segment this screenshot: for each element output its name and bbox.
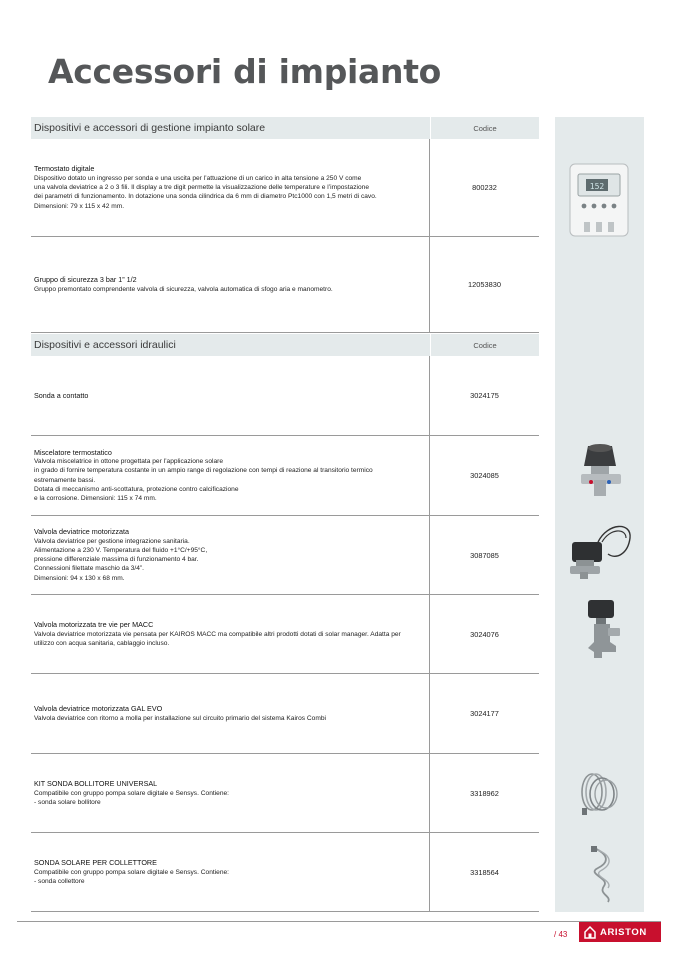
product-name: KIT SONDA BOLLITORE UNIVERSAL <box>34 779 158 788</box>
product-description: Valvola deviatrice per gestione integrazione sanitaria. Alimentazione a 230 V. Temperatura del fluido +1°C/+95°C, pressione differenziale massima di funzionamento 4 bar. Connessioni filettate maschio da 3/4”. Dimensioni: 94 x 130 x 68 mm. <box>34 537 208 582</box>
product-name: Valvola motorizzata tre vie per MACC <box>34 620 154 629</box>
product-description: Valvola deviatrice con ritorno a molla per installazione sul circuito primario del sistema Kairos Combi <box>34 714 326 722</box>
table-row <box>31 436 539 516</box>
product-description: Compatibile con gruppo pompa solare digitale e Sensys. Contiene: - sonda collettore <box>34 868 229 885</box>
product-name: Termostato digitale <box>34 164 95 174</box>
collector-probe-cable-image <box>584 846 618 904</box>
product-description: Valvola miscelatrice in ottone progettata per l’applicazione solare in grado di fornire temperatura costante in un ampio range di regolazione con tempi di reazione al transitorio termico estremamente bassi. Dotata di meccanismo anti-scottatura, protezione contro calcificazione e la corrosione. Dimensioni: 115 x 74 mm. <box>34 458 373 503</box>
house-icon <box>584 926 596 939</box>
page-number: / 43 <box>554 930 568 939</box>
product-name: Miscelatore termostatico <box>34 447 112 457</box>
brand-logo <box>579 922 661 942</box>
product-code: 3024085 <box>470 471 499 480</box>
code-column-header: Codice <box>430 334 539 356</box>
product-code: 3024177 <box>470 709 499 718</box>
digital-thermostat-image <box>566 160 632 240</box>
motorized-diverter-valve-image <box>568 520 634 580</box>
page-title: Accessori di impianto <box>48 52 442 91</box>
table-row <box>31 674 539 754</box>
svg-text:152: 152 <box>589 182 605 191</box>
product-name: Gruppo di sicurezza 3 bar 1” 1/2 <box>34 275 137 285</box>
product-description: Dispositivo dotato un ingresso per sonda e una uscita per l’attuazione di un carico in alta tensione a 250 V come una valvola deviatrice a 2 o 3 fili. Il display a tre digit permette la visualizzazione delle temperature e l’impostazione dei parametri di funzionamento. In dotazione una sonda cilindrica da 6 mm di diametro Ptc1000 con 1,5 metri di cavo. Dimensioni: 79 x 115 x 42 mm. <box>34 174 377 210</box>
section-header-solar <box>31 117 539 139</box>
product-name: SONDA SOLARE PER COLLETTORE <box>34 858 157 867</box>
probe-cable-coil-image <box>576 768 622 816</box>
section-title: Dispositivi e accessori di gestione impianto solare <box>34 122 266 134</box>
table-row <box>31 754 539 833</box>
brand-name: ARISTON <box>600 926 647 938</box>
product-code: 800232 <box>472 183 497 192</box>
table-row <box>31 595 539 674</box>
footer-divider <box>17 921 661 922</box>
code-column-header: Codice <box>430 117 539 139</box>
product-code: 3087085 <box>470 550 499 560</box>
section-header-hydraulic <box>31 334 539 356</box>
table-row <box>31 356 539 436</box>
product-name: Valvola deviatrice motorizzata GAL EVO <box>34 704 163 714</box>
table-row <box>31 833 539 912</box>
product-description: Valvola deviatrice motorizzata vie pensata per KAIROS MACC ma compatibile altri prodotti dotati di solar manager. Adatta per utilizzo con acqua sanitaria, cablaggio incluso. <box>34 630 401 647</box>
product-description: Gruppo premontato comprendente valvola di sicurezza, valvola automatica di sfogo aria e manometro. <box>34 285 333 293</box>
section-title: Dispositivi e accessori idraulici <box>34 339 176 351</box>
three-way-valve-image <box>580 598 622 660</box>
product-name: Valvola deviatrice motorizzata <box>34 527 129 537</box>
product-name: Sonda a contatto <box>34 390 89 400</box>
table-row <box>31 237 539 333</box>
thermostatic-mixer-image <box>578 442 624 500</box>
table-row <box>31 516 539 595</box>
product-code: 3318962 <box>470 788 499 798</box>
table-row <box>31 139 539 237</box>
product-code: 3318564 <box>470 867 499 877</box>
product-code: 3024175 <box>470 391 499 400</box>
product-description: Compatibile con gruppo pompa solare digitale e Sensys. Contiene: - sonda solare bollitore <box>34 789 229 806</box>
product-code: 3024076 <box>470 629 499 639</box>
product-code: 12053830 <box>468 280 501 289</box>
